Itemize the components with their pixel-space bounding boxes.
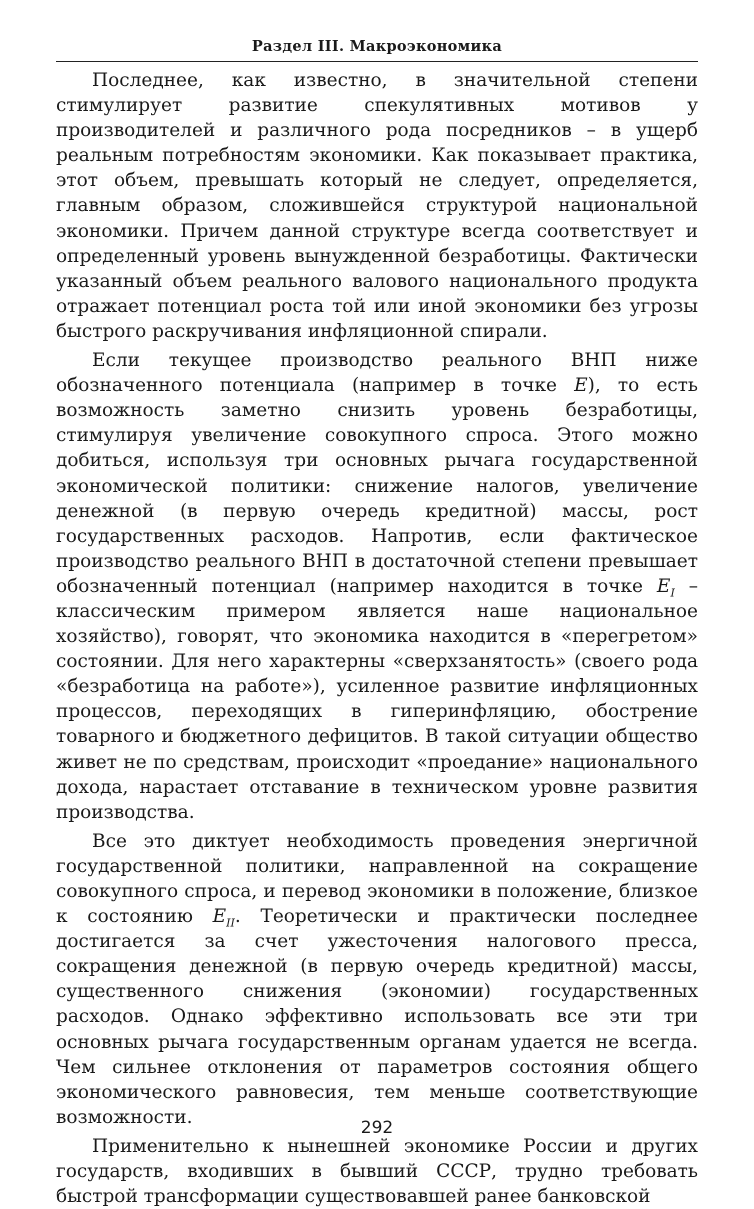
point-e-label: E xyxy=(574,375,588,397)
point-e1-label xyxy=(656,575,675,600)
paragraph-2 xyxy=(56,348,698,825)
running-head: Раздел III. Макроэкономика xyxy=(56,38,698,62)
paragraph-2-text-c: – классическим примером является наше национальное хозяйство), говорят, что экономика находится в «перегретом» состоянии. Для него характерны «сверхзанятость» (своего рода «безработица на работе»), усиленное развитие инфляционных процессов, переходящих в гиперинфляцию, обострение товарного и бюджетного дефицитов. В такой ситуации общество живет не по средствам, происходит «проедание» национального дохода, нарастает отставание в техническом уровне развития производства. xyxy=(56,575,698,823)
paragraph-4-text: Применительно к нынешней экономике России и других государств, входивших в бывший СССР, трудно требовать быстрой трансформации существовавшей ранее банковской xyxy=(56,1135,698,1208)
paragraph-2-text-b: ), то есть возможность заметно снизить уровень безработицы, стимулируя увеличение совокупного спроса. Этого можно добиться, используя три основных рычага государственной экономической политики: снижение налогов, увеличение денежной (в первую очередь кредитной) массы, рост государственных расходов. Напротив, если фактическое производство реального ВНП в достаточной степени превышает обозначенный потенциал (например находится в точке xyxy=(56,375,698,597)
page xyxy=(56,38,698,1209)
paragraph-2-text-a: Если текущее производство реального ВНП ниже обозначенного потенциала (например в точке xyxy=(56,350,698,397)
point-e11-subscript: II xyxy=(226,916,235,930)
paragraph-3 xyxy=(56,829,698,1130)
point-e1-base: E xyxy=(656,575,671,597)
paragraph-3-text-a: Все это диктует необходимость проведения энергичной государственной политики, направленной на сокращение совокупного спроса, и перевод экономики в положение, близкое к состоянию xyxy=(56,830,698,928)
paragraph-1 xyxy=(56,68,698,344)
body-text xyxy=(56,68,698,1209)
point-e11-label xyxy=(212,906,235,930)
point-e11-base: E xyxy=(212,906,227,928)
paragraph-3-text-b: . Теоретически и практически последнее достигается за счет ужесточения налогового пресса, сокращения денежной (в первую очередь кредитной) массы, существенного снижения (экономии) государственных расходов. Однако эффективно использовать все эти три основных рычага государственным органам удается не всегда. Чем сильнее отклонения от параметров состояния общего экономического равновесия, тем меньше соответствующие возможности. xyxy=(56,906,699,1128)
point-e1-subscript: I xyxy=(670,586,675,600)
paragraph-4 xyxy=(56,1134,698,1209)
page-number: 292 xyxy=(360,1118,394,1138)
paragraph-1-text: Последнее, как известно, в значительной степени стимулирует развитие спекулятивных мотивов у производителей и различного рода посредников – в ущерб реальным потребностям экономики. Как показывает практика, этот объем, превышать который не следует, определяется, главным образом, сложившейся структурой национальной экономики. Причем данной структуре всегда соответствует и определенный уровень вынужденной безработицы. Фактически указанный объем реального валового национального продукта отражает потенциал роста той или иной экономики без угрозы быстрого раскручивания инфляционной спирали. xyxy=(56,70,698,342)
